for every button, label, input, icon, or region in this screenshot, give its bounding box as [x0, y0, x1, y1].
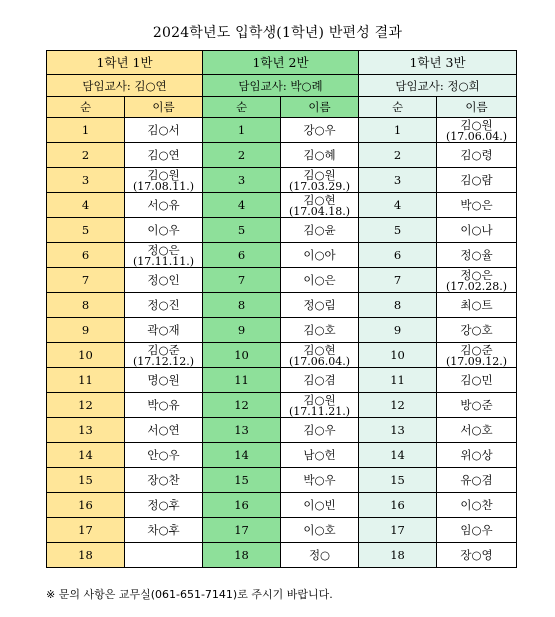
student-name: 김○원 — [303, 392, 336, 407]
student-number: 17 — [359, 518, 437, 543]
student-name-cell — [281, 193, 359, 218]
student-name: 서○유 — [147, 198, 180, 212]
student-name-cell — [125, 168, 203, 193]
student-name-cell — [281, 143, 359, 168]
student-name-cell — [125, 293, 203, 318]
student-name-cell — [281, 268, 359, 293]
student-name-cell — [281, 293, 359, 318]
student-name-cell — [125, 143, 203, 168]
student-name: 김○서 — [147, 123, 180, 137]
student-name: 정○인 — [147, 273, 180, 287]
class-1-name-header: 이름 — [125, 97, 203, 118]
student-number: 9 — [203, 318, 281, 343]
student-number: 12 — [47, 393, 125, 418]
class-1-teacher: 담임교사: 김○연 — [47, 75, 203, 97]
student-number: 11 — [203, 368, 281, 393]
table-row — [47, 193, 517, 218]
class-3-name-header: 이름 — [437, 97, 517, 118]
student-name: 박○우 — [303, 473, 336, 487]
student-number: 3 — [203, 168, 281, 193]
student-name-cell — [437, 368, 517, 393]
student-name: 김○겸 — [303, 373, 336, 387]
student-name: 서○호 — [460, 423, 493, 437]
student-name: 위○상 — [460, 448, 493, 462]
student-number: 7 — [359, 268, 437, 293]
student-number: 4 — [359, 193, 437, 218]
student-name: 김○준 — [460, 342, 493, 357]
class-2-name-header: 이름 — [281, 97, 359, 118]
student-number: 2 — [47, 143, 125, 168]
table-row — [47, 168, 517, 193]
student-name: 김○호 — [303, 323, 336, 337]
class-name-row — [47, 51, 517, 75]
student-name: 정○ — [308, 548, 331, 562]
student-name-cell — [125, 418, 203, 443]
student-number: 6 — [203, 243, 281, 268]
student-name: 임○우 — [460, 523, 493, 537]
student-name: 박○은 — [460, 198, 493, 212]
student-number: 16 — [359, 493, 437, 518]
student-name: 차○후 — [147, 523, 180, 537]
table-row — [47, 368, 517, 393]
student-number: 11 — [359, 368, 437, 393]
student-name: 유○겸 — [460, 473, 493, 487]
table-row — [47, 143, 517, 168]
student-name-cell — [125, 268, 203, 293]
student-number: 2 — [203, 143, 281, 168]
student-name-cell — [437, 218, 517, 243]
class-3-name: 1학년 3반 — [359, 51, 517, 75]
table-row — [47, 293, 517, 318]
student-name-cell — [437, 268, 517, 293]
student-name: 이○나 — [460, 223, 493, 237]
student-number: 3 — [47, 168, 125, 193]
student-name: 강○우 — [303, 123, 336, 137]
student-number: 2 — [359, 143, 437, 168]
student-number: 18 — [47, 543, 125, 568]
student-name-cell — [437, 318, 517, 343]
table-row — [47, 493, 517, 518]
student-number: 18 — [359, 543, 437, 568]
student-name-cell — [281, 543, 359, 568]
table-row — [47, 118, 517, 143]
student-birthdate: (17.06.04.) — [288, 354, 351, 368]
student-name-cell — [281, 393, 359, 418]
student-number: 15 — [359, 468, 437, 493]
contact-footnote: ※ 문의 사항은 교무실(061-651-7141)로 주시기 바랍니다. — [46, 588, 333, 601]
student-name: 김○연 — [147, 148, 180, 162]
student-number: 12 — [203, 393, 281, 418]
table-row — [47, 243, 517, 268]
student-name: 김○현 — [303, 342, 336, 357]
student-name-cell — [437, 468, 517, 493]
student-number: 13 — [47, 418, 125, 443]
student-name: 김○람 — [460, 173, 493, 187]
student-number: 7 — [47, 268, 125, 293]
student-name: 박○유 — [147, 398, 180, 412]
student-name: 정○후 — [147, 498, 180, 512]
student-number: 8 — [203, 293, 281, 318]
student-name: 최○트 — [460, 298, 493, 312]
student-birthdate: (17.11.11.) — [132, 254, 195, 268]
student-name: 이○호 — [303, 523, 336, 537]
student-number: 5 — [203, 218, 281, 243]
student-name: 정○은 — [460, 267, 493, 282]
student-number: 17 — [203, 518, 281, 543]
student-name-cell — [125, 343, 203, 368]
student-number: 4 — [203, 193, 281, 218]
student-name-cell — [125, 118, 203, 143]
student-name-cell — [281, 218, 359, 243]
student-number: 17 — [47, 518, 125, 543]
student-name: 이○우 — [147, 223, 180, 237]
student-birthdate: (17.04.18.) — [288, 204, 351, 218]
student-name-cell — [125, 368, 203, 393]
student-name-cell — [281, 368, 359, 393]
student-number: 12 — [359, 393, 437, 418]
student-number: 15 — [47, 468, 125, 493]
student-name: 안○우 — [147, 448, 180, 462]
student-name: 이○찬 — [460, 498, 493, 512]
student-name-cell — [437, 343, 517, 368]
student-name-cell — [437, 293, 517, 318]
student-name-cell — [125, 468, 203, 493]
student-name-cell — [281, 243, 359, 268]
student-name-cell — [437, 443, 517, 468]
student-name: 김○민 — [460, 373, 493, 387]
student-birthdate: (17.12.12.) — [132, 354, 195, 368]
student-name: 김○준 — [147, 342, 180, 357]
student-number: 14 — [203, 443, 281, 468]
student-number: 15 — [203, 468, 281, 493]
student-name-cell — [437, 518, 517, 543]
student-number: 1 — [359, 118, 437, 143]
student-name: 김○현 — [303, 192, 336, 207]
student-name-cell — [437, 118, 517, 143]
table-row — [47, 218, 517, 243]
student-number: 14 — [47, 443, 125, 468]
student-name-cell — [281, 443, 359, 468]
student-name-cell — [125, 543, 203, 568]
student-name: 서○연 — [147, 423, 180, 437]
student-name-cell — [125, 493, 203, 518]
student-name-cell — [437, 143, 517, 168]
student-name: 김○우 — [303, 423, 336, 437]
table-row — [47, 268, 517, 293]
table-row — [47, 468, 517, 493]
class-1-name: 1학년 1반 — [47, 51, 203, 75]
student-name: 정○림 — [303, 298, 336, 312]
student-name-cell — [125, 243, 203, 268]
student-name: 명○원 — [147, 373, 180, 387]
student-number: 10 — [203, 343, 281, 368]
student-name-cell — [437, 243, 517, 268]
student-name-cell — [281, 318, 359, 343]
student-number: 3 — [359, 168, 437, 193]
column-header-row — [47, 97, 517, 118]
table-row — [47, 393, 517, 418]
table-row — [47, 418, 517, 443]
student-number: 13 — [359, 418, 437, 443]
student-birthdate: (17.11.21.) — [288, 404, 351, 418]
student-name: 김○령 — [460, 148, 493, 162]
student-name: 정○율 — [460, 248, 493, 262]
student-name-cell — [437, 418, 517, 443]
student-name-cell — [437, 168, 517, 193]
table-row — [47, 343, 517, 368]
student-number: 1 — [47, 118, 125, 143]
student-name: 김○원 — [147, 167, 180, 182]
student-name: 이○은 — [303, 273, 336, 287]
student-number: 14 — [359, 443, 437, 468]
student-number: 9 — [359, 318, 437, 343]
student-name: 김○원 — [460, 117, 493, 132]
student-number: 10 — [359, 343, 437, 368]
student-name-cell — [125, 318, 203, 343]
student-name: 방○준 — [460, 398, 493, 412]
table-row — [47, 543, 517, 568]
page-title: 2024학년도 입학생(1학년) 반편성 결과 — [152, 25, 403, 41]
student-number: 11 — [47, 368, 125, 393]
student-name: 곽○재 — [147, 323, 180, 337]
student-number: 5 — [47, 218, 125, 243]
class-3-number-header: 순 — [359, 97, 437, 118]
student-name-cell — [125, 218, 203, 243]
student-number: 9 — [47, 318, 125, 343]
student-name: 김○윤 — [303, 223, 336, 237]
student-birthdate: (17.09.12.) — [446, 354, 508, 368]
student-name: 장○영 — [460, 548, 493, 562]
student-number: 7 — [203, 268, 281, 293]
student-name: 이○아 — [303, 248, 336, 262]
student-name: 김○혜 — [303, 148, 336, 162]
student-number: 1 — [203, 118, 281, 143]
student-birthdate: (17.02.28.) — [446, 279, 508, 293]
student-birthdate: (17.06.04.) — [446, 129, 508, 143]
student-name: 김○원 — [303, 167, 336, 182]
student-name-cell — [281, 418, 359, 443]
student-name: 남○헌 — [303, 448, 336, 462]
student-name: 정○은 — [147, 242, 180, 257]
student-name-cell — [437, 393, 517, 418]
student-birthdate: (17.03.29.) — [288, 179, 351, 193]
student-name-cell — [437, 543, 517, 568]
class-1-number-header: 순 — [47, 97, 125, 118]
class-2-name: 1학년 2반 — [203, 51, 359, 75]
student-name-cell — [281, 168, 359, 193]
student-name: 장○찬 — [147, 473, 180, 487]
student-name-cell — [281, 118, 359, 143]
student-name-cell — [281, 468, 359, 493]
student-number: 10 — [47, 343, 125, 368]
student-number: 13 — [203, 418, 281, 443]
class-2-teacher: 담임교사: 박○례 — [203, 75, 359, 97]
student-name: 정○진 — [147, 298, 180, 312]
student-name-cell — [125, 393, 203, 418]
table-row — [47, 443, 517, 468]
class-2-number-header: 순 — [203, 97, 281, 118]
student-name: 이○빈 — [303, 498, 336, 512]
class-roster-table — [46, 50, 517, 568]
class-3-teacher: 담임교사: 정○희 — [359, 75, 517, 97]
student-number: 6 — [47, 243, 125, 268]
student-number: 5 — [359, 218, 437, 243]
student-number: 16 — [203, 493, 281, 518]
student-birthdate: (17.08.11.) — [132, 179, 195, 193]
student-name-cell — [437, 193, 517, 218]
student-number: 16 — [47, 493, 125, 518]
student-number: 8 — [47, 293, 125, 318]
student-number: 6 — [359, 243, 437, 268]
table-row — [47, 318, 517, 343]
table-row — [47, 518, 517, 543]
student-name-cell — [125, 443, 203, 468]
student-number: 4 — [47, 193, 125, 218]
student-name-cell — [281, 518, 359, 543]
student-name: 강○호 — [460, 323, 493, 337]
teacher-row — [47, 75, 517, 97]
student-name-cell — [437, 493, 517, 518]
student-name-cell — [281, 493, 359, 518]
student-name-cell — [281, 343, 359, 368]
student-number: 8 — [359, 293, 437, 318]
student-number: 18 — [203, 543, 281, 568]
student-name-cell — [125, 518, 203, 543]
student-name-cell — [125, 193, 203, 218]
